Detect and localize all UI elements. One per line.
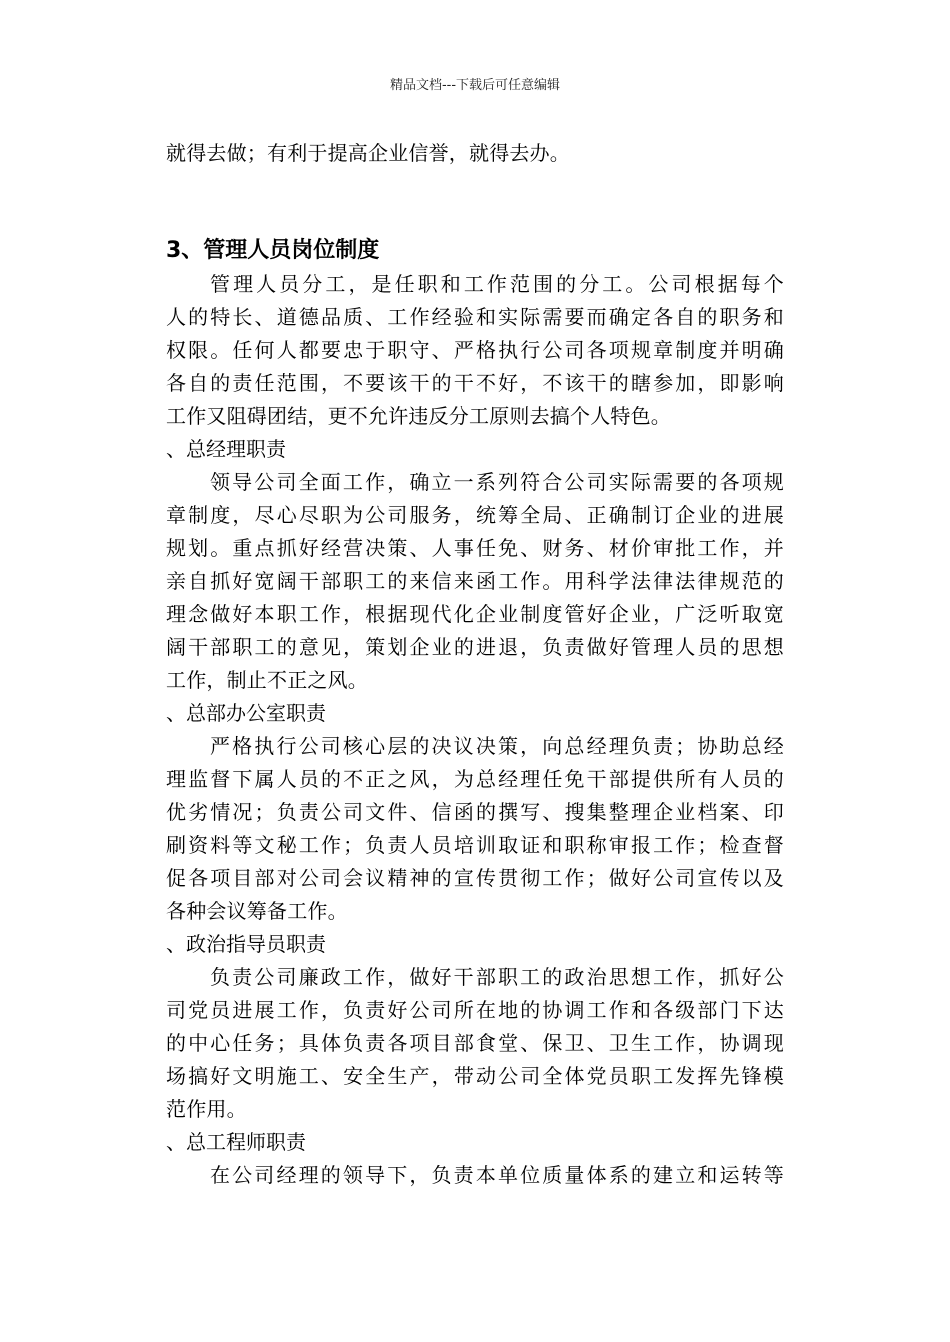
subsection-head-office xyxy=(166,697,784,928)
subsection-title: 、总工程师职责 xyxy=(166,1130,306,1154)
subsection-general-manager xyxy=(166,433,784,697)
paragraph-line: 负责公司廉政工作，做好干部职工的政治思想工作，抓好公 xyxy=(210,965,784,989)
subsection-chief-engineer xyxy=(166,1126,784,1192)
paragraph-line: 工作，制止不正之风。 xyxy=(166,668,368,692)
section-intro xyxy=(166,268,784,433)
paragraph-line: 工作又阻碍团结，更不允许违反分工原则去搞个人特色。 xyxy=(166,404,671,428)
paragraph-line: 亲自抓好宽阔干部职工的来信来函工作。用科学法律法律规范的 xyxy=(166,569,784,593)
subsection-title: 、总经理职责 xyxy=(166,437,286,461)
paragraph-line: 的中心任务；具体负责各项目部食堂、保卫、卫生工作，协调现 xyxy=(166,1031,784,1055)
paragraph-line: 阔干部职工的意见，策划企业的进退，负责做好管理人员的思想 xyxy=(166,635,784,659)
paragraph-line: 管理人员分工，是任职和工作范围的分工。公司根据每个 xyxy=(210,272,784,296)
section-title: 3、管理人员岗位制度 xyxy=(166,238,380,263)
paragraph-line: 促各项目部对公司会议精神的宣传贯彻工作；做好公司宣传以及 xyxy=(166,866,784,890)
paragraph-line: 在公司经理的领导下，负责本单位质量体系的建立和运转等 xyxy=(210,1163,784,1187)
subsection-political-instructor xyxy=(166,928,784,1126)
subsection-title: 、总部办公室职责 xyxy=(166,701,326,725)
paragraph-line: 人的特长、道德品质、工作经验和实际需要而确定各自的职务和 xyxy=(166,305,784,329)
paragraph-line: 严格执行公司核心层的决议决策，向总经理负责；协助总经 xyxy=(210,734,784,758)
opening-line: 就得去做；有利于提高企业信誉，就得去办。 xyxy=(166,141,570,165)
paragraph-line: 理监督下属人员的不正之风，为总经理任免干部提供所有人员的 xyxy=(166,767,784,791)
paragraph-line: 权限。任何人都要忠于职守、严格执行公司各项规章制度并明确 xyxy=(166,338,784,362)
paragraph-line: 优劣情况；负责公司文件、信函的撰写、搜集整理企业档案、印 xyxy=(166,800,784,824)
document-body xyxy=(166,137,784,1192)
paragraph-line: 各种会议筹备工作。 xyxy=(166,899,348,923)
page-header: 精品文档---下载后可任意编辑 xyxy=(389,78,561,93)
paragraph-line: 范作用。 xyxy=(166,1097,247,1121)
paragraph-line: 各自的责任范围，不要该干的干不好，不该干的瞎参加，即影响 xyxy=(166,371,784,395)
paragraph-line: 司党员进展工作，负责好公司所在地的协调工作和各级部门下达 xyxy=(166,998,784,1022)
paragraph-line: 规划。重点抓好经营决策、人事任免、财务、材价审批工作，并 xyxy=(166,536,784,560)
paragraph-line: 领导公司全面工作，确立一系列符合公司实际需要的各项规 xyxy=(210,470,784,494)
paragraph-line: 刷资料等文秘工作；负责人员培训取证和职称审报工作；检查督 xyxy=(166,833,784,857)
paragraph-line: 章制度，尽心尽职为公司服务，统筹全局、正确制订企业的进展 xyxy=(166,503,784,527)
paragraph-line: 场搞好文明施工、安全生产，带动公司全体党员职工发挥先锋模 xyxy=(166,1064,784,1088)
paragraph-line: 理念做好本职工作，根据现代化企业制度管好企业，广泛听取宽 xyxy=(166,602,784,626)
subsection-title: 、政治指导员职责 xyxy=(166,932,326,956)
